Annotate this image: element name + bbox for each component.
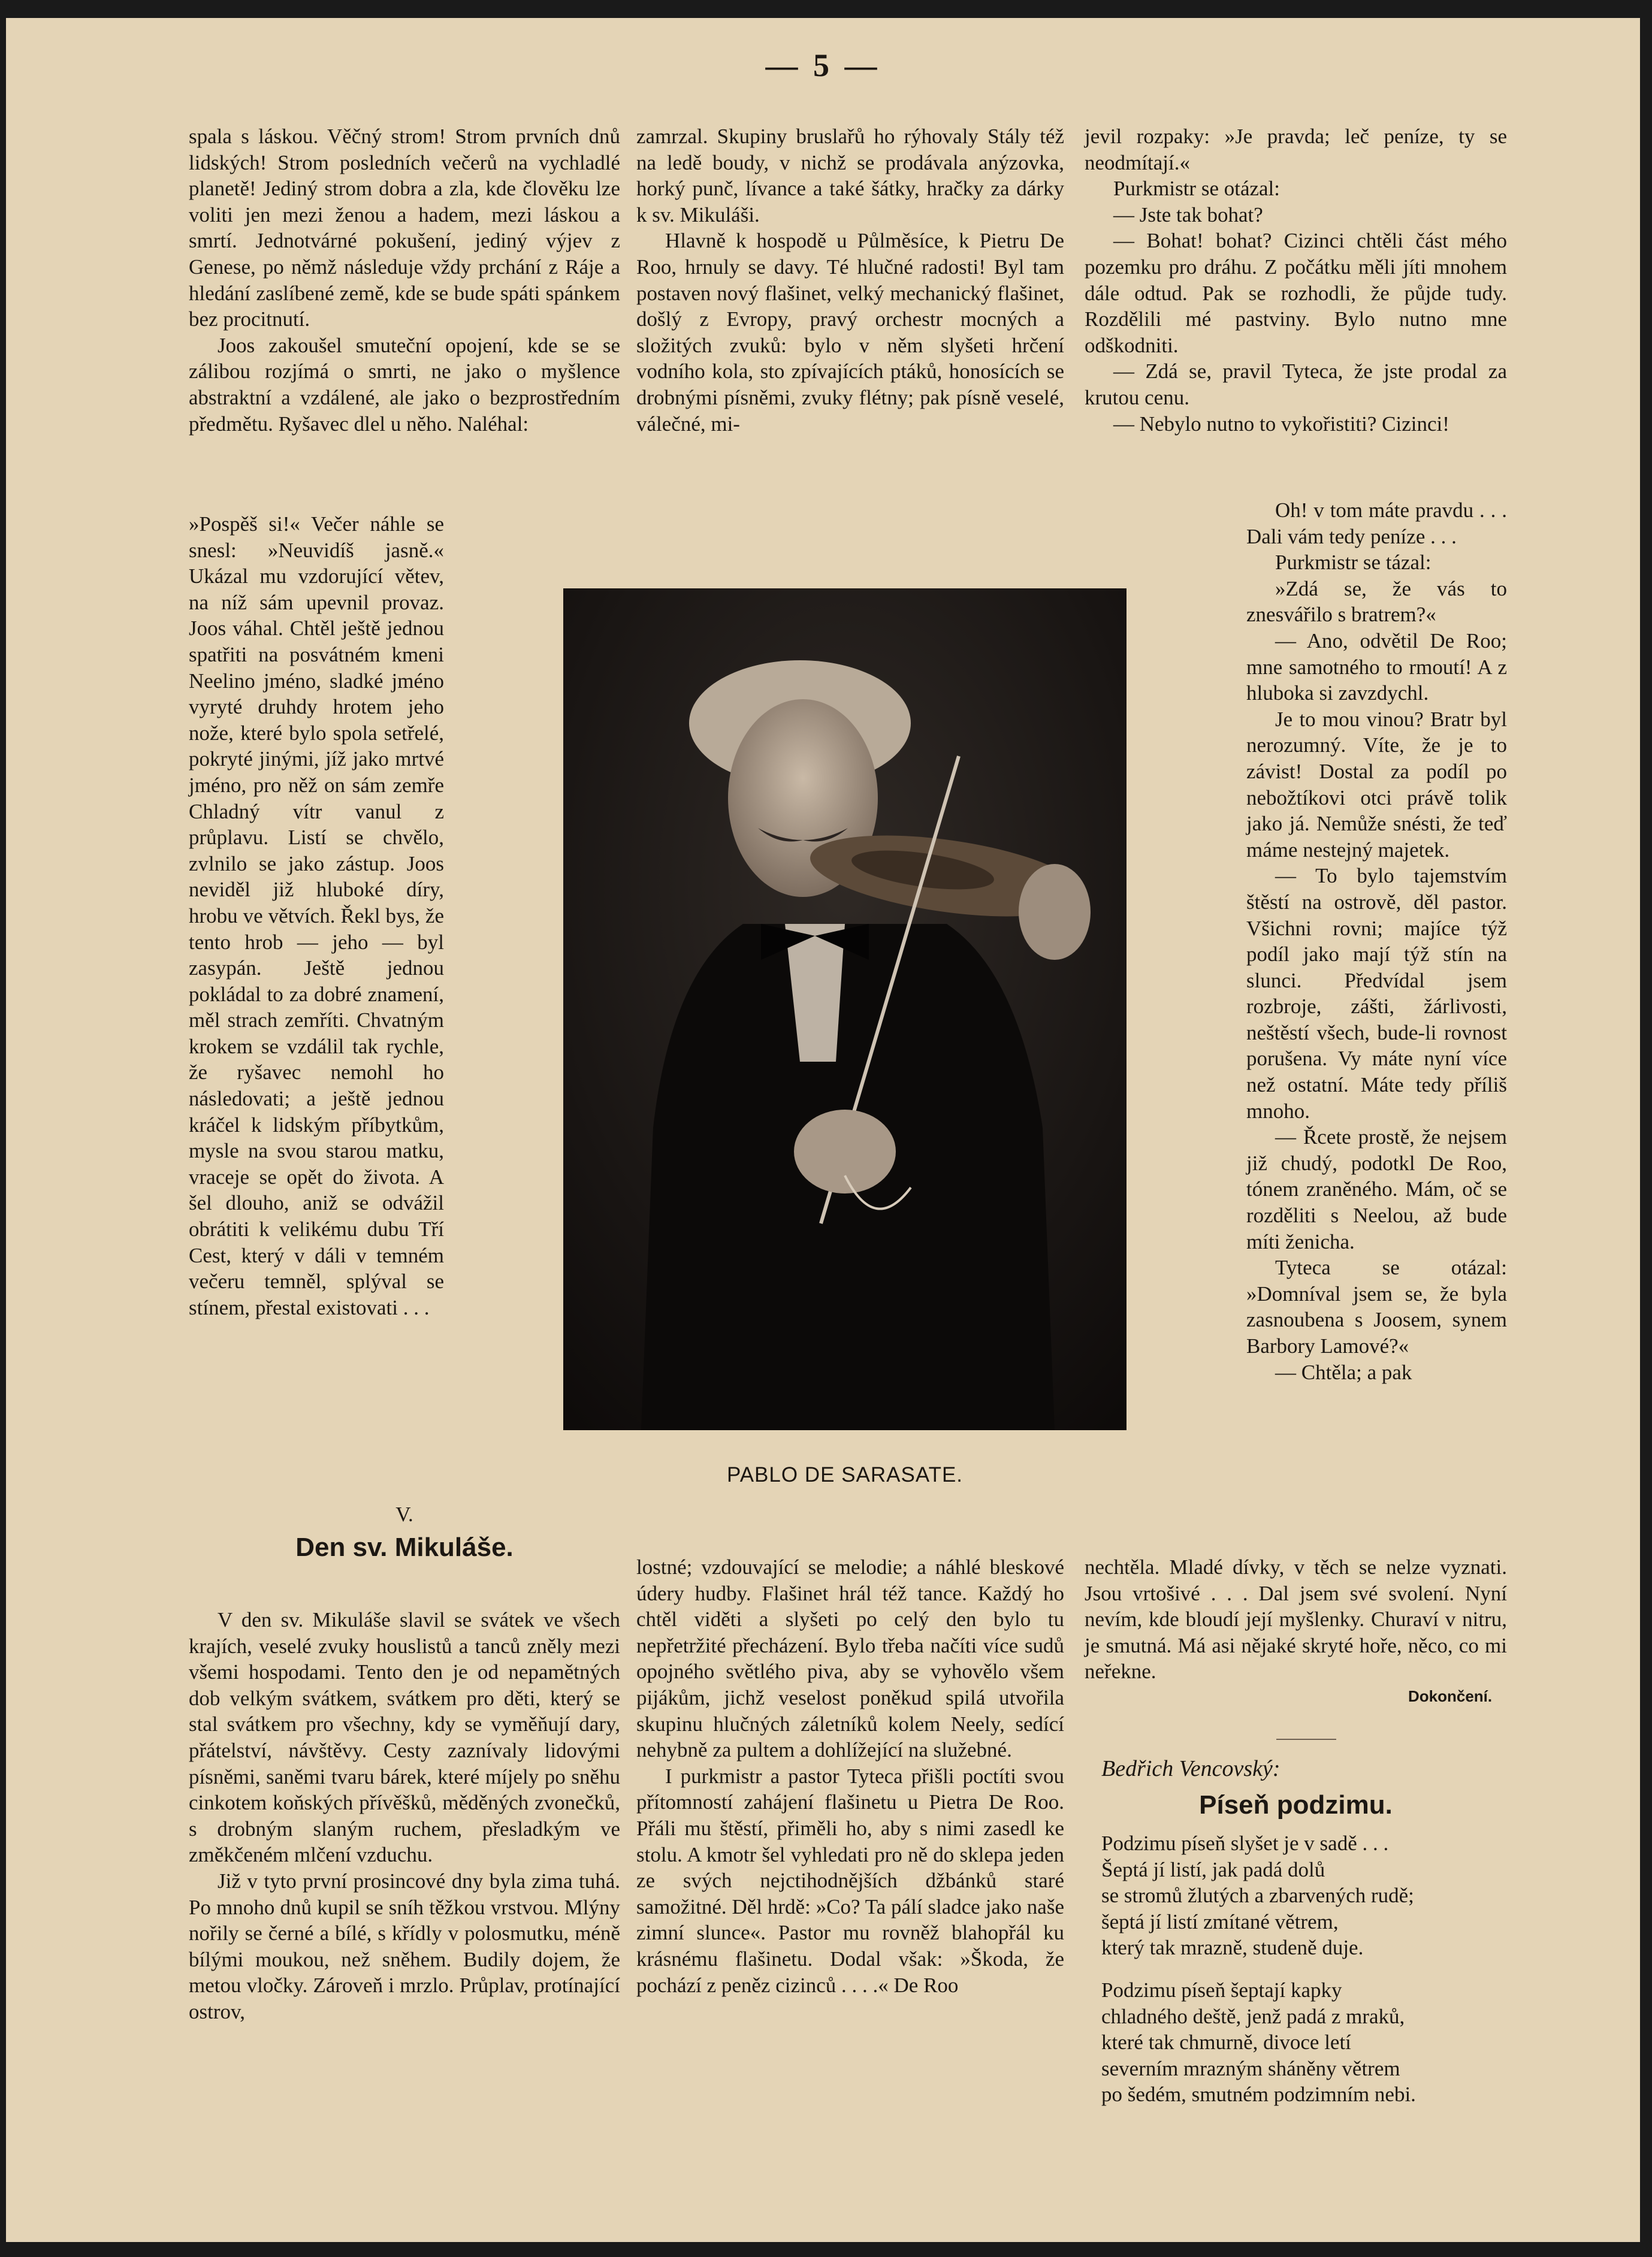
paragraph: spala s láskou. Věčný strom! Strom prvních dnů lidských! Strom posledních večerů na vychladlé planetě! Jediný strom dobra a zla, kde člověku lze voliti jen mezi ženou a hadem, mezi láskou a smrtí. Jednotvárné pokušení, jediný výjev z Genese, po němž následuje vždy prchání z Ráje a hledání zaslíbené země, kde se bude spáti spánkem bez procitnutí. [189,125,620,331]
dialogue-line: — Ano, odvětil De Roo; mne samotného to rmoutí! A z hluboka si zavzdychl. [1246,629,1507,705]
poem-stanza-1 [1101,1830,1521,1961]
poem-line: severním mrazným sháněny větrem [1101,2056,1400,2080]
column-2-upper [636,123,1064,437]
poem-line: šeptá jí listí zmítané větrem, [1101,1909,1339,1933]
poem-line: po šedém, smutném podzimním nebi. [1101,2083,1416,2107]
portrait-photo [563,588,1126,1430]
poem-author: Bedřich Vencovský: [1101,1756,1280,1781]
paragraph: V den sv. Mikuláše slavil se svátek ve všech krajích, veselé zvuky houslistů a tanců zněly mezi všemi hospodami. Tento den je od nepamětných dob velkým svátkem, svátkem pro děti, který se stal svátkem pro všechny, kdy se vyměňují dary, přátelství, návštěvy. Cesty zaznívaly lidovými písněmi, saněmi tvaru bárek, které míjely po sněhu cinkotem koňských přívěšků, měděných zvonečků, s drobným slaným ruchem, přesladkým ve změkčeném mlčení vzduchu. [189,1608,620,1867]
dialogue-line: Je to mou vinou? Bratr byl nerozumný. Víte, že je to závist! Dostal za podíl po nebožtíkovi otci právě tolik jako já. Nemůže snésti, že teď máme nestejný majetek. [1246,707,1507,862]
photo-caption: PABLO DE SARASATE. [726,1463,964,1486]
paragraph: lostné; vzdouvající se melodie; a náhlé bleskové údery hudby. Flašinet hrál též tance. Každý ho chtěl viděti a slyšeti po celý den bylo tu nepřetržité přecházení. Bylo třeba načíti více sudů opojného světlého piva, aby se vyhovělo všem pijákům, jichž veselost poněkud spilá utvořila skupinu hlučných záletníků kolem Neely, sedící nehybně za pultem a dohlížející na služebné. [636,1555,1064,1762]
dialogue-line: — Jste tak bohat? [1113,203,1263,226]
dialogue-line: »Zdá se, že vás to znesvářilo s bratrem?« [1246,576,1507,627]
dialogue-line: Tyteca se otázal: »Domníval jsem se, že byla zasnoubena s Joosem, synem Barbory Lamové?« [1246,1256,1507,1358]
poem-line: chladného deště, jenž padá z mraků, [1101,2004,1405,2028]
dialogue-line: — Zdá se, pravil Tyteca, že jste prodal za krutou cenu. [1085,359,1507,409]
paragraph: Hlavně k hospodě u Půlměsíce, k Pietru De Roo, hrnuly se davy. Té hlučné radosti! Byl tam postaven nový flašinet, velký mechanický flašinet, došlý z Evropy, pravý orchestr mocných a složitých zvuků: bylo v něm slyšeti hrčení vodního kola, sto zpívajících ptáků, honosících se drobnými písněmi, zvuky flétny; pak písně veselé, válečné, mi- [636,229,1064,436]
page-number: — 5 — [765,47,881,83]
poem-line: Podzimu píseň šeptají kapky [1101,1978,1342,2002]
dialogue-line: — Nebylo nutno to vykořistiti? Cizinci! [1113,412,1449,436]
dialogue-line: Purkmistr se otázal: [1113,177,1280,201]
column-3-upper [1085,123,1507,437]
paragraph: nechtěla. Mladé dívky, v těch se nelze vyznati. Jsou vrtošivé . . . Dal jsem své svolení. Nyní nevím, kde bloudí její myšlenky. Churaví v nitru, je smutná. Má asi nějaké skryté hoře, něco, co mi neřekne. [1085,1555,1507,1684]
poem-stanza-2 [1101,1977,1521,2108]
poem-line: které tak chmurně, divoce letí [1101,2031,1351,2054]
chapter-title: Den sv. Mikuláše. [295,1533,514,1562]
violinist-portrait-illustration [563,588,1126,1430]
paragraph: »Pospěš si!« Večer náhle se snesl: »Neuvidíš jasně.« Ukázal mu vzdorující větev, na níž sám upevnil provaz. Joos váhal. Chtěl ještě jednou spatřiti na posvátném kmeni Neelino jméno, sladké jméno vyryté druhdy hrotem jeho nože, které bylo spola setřelé, pokryté jinými, jíž jako mrtvé jméno, pro něž on sám zemře Chladný vítr vanul z průplavu. Listí se chvělo, zvlnilo se jako zástup. Joos neviděl již hluboké díry, hrobu ve větvích. Řekl bys, že tento hrob — jeho — byl zasypán. Ještě jednou pokládal to za dobré znamení, měl strach zemříti. Chvatným krokem se vzdálil tak rychle, že ryšavec nemohl ho následovati; a ještě jednou kráčel k lidským příbytkům, mysle na svou starou matku, vraceje se opět do života. A šel dlouho, aniž se odvážil obrátiti k velikému dubu Tří Cest, který v dáli v temném večeru temněl, splýval se stínem, přestal existovati . . . [189,512,444,1319]
paragraph: jevil rozpaky: »Je pravda; leč peníze, ty se neodmítají.« [1085,125,1507,174]
dialogue-line: — To bylo tajemstvím štěstí na ostrově, děl pastor. Všichni rovni; majíce týž podíl jako mají týž stín na slunci. Předvídal jsem rozbroje, zášti, žárlivosti, neštěstí všech, bude-li rovnost porušena. Vy máte nyní více než ostatní. Máte tedy příliš mnoho. [1246,864,1507,1123]
poem-line: Podzimu píseň slyšet je v sadě . . . [1101,1832,1389,1855]
poem-title: Píseň podzimu. [1199,1790,1393,1820]
dialogue-line: — Řcete prostě, že nejsem již chudý, podotkl De Roo, tónem zraněného. Mám, oč se rozděliti s Neelou, až bude míti ženicha. [1246,1125,1507,1253]
column-1-upper [189,123,620,437]
newspaper-page [6,18,1640,2242]
column-2-lower [636,1554,1064,1998]
poem-line: se stromů žlutých a zbarvených rudě; [1101,1884,1414,1908]
paragraph: Joos zakoušel smuteční opojení, kde se se zálibou rozjímá o smrti, ne jako o myšlence abstraktní a vzdálené, ale jako o bezprostředním předmětu. Ryšavec dlel u něho. Naléhal: [189,333,620,436]
continuation-note: Dokončení. [1408,1687,1493,1705]
column-1-chapter [189,1607,620,2025]
column-1-narrow [189,511,444,1321]
paragraph: I purkmistr a pastor Tyteca přišli poctíti svou přítomností zahájení flašinetu u Pietra De Roo. Přáli mu štěstí, přiměli ho, aby s nimi zasedl ke stolu. A kmotr šel vyhledati pro ně do sklepa jeden ze svých nejctihodnějších džbánků staré samožitné. Děl hrdě: »Co? Ta pálí sladce jako naše zimní slunce«. Pastor mu rovněž blahopřál ku krásnému flašinetu. Dodal však: »Škoda, že pochází z peněz cizinců . . . .« De Roo [636,1764,1064,1997]
column-3-narrow [1246,497,1507,1385]
dialogue-line: — Bohat! bohat? Cizinci chtěli část mého pozemku pro dráhu. Z počátku měli jíti mnohem dále odtud. Pak se rozhodli, že půjde tudy. Rozdělili mé pastviny. Bylo nutno mne odškodniti. [1085,229,1507,357]
paragraph: Již v tyto první prosincové dny byla zima tuhá. Po mnoho dnů kupil se sníh těžkou vrstvou. Mlýny nořily se černé a bílé, s křídly v polosmutku, méně bílými moukou, než sněhem. Budily dojem, že metou vločky. Zároveň i mrzlo. Průplav, protínající ostrov, [189,1869,620,2023]
chapter-number: V. [395,1503,413,1526]
divider [1276,1739,1336,1740]
dialogue-line: Purkmistr se tázal: [1275,551,1431,575]
dialogue-line: — Chtěla; a pak [1275,1360,1412,1384]
paragraph: zamrzal. Skupiny bruslařů ho rýhovaly Stály též na ledě boudy, v nichž se prodávala anýzovka, horký punč, lívance a také šátky, hračky za dárky k sv. Mikuláši. [636,125,1064,226]
poem-line: Šeptá jí listí, jak padá dolů [1101,1857,1325,1881]
poem-line: který tak mrazně, studeně duje. [1101,1936,1364,1960]
dialogue-line: Oh! v tom máte pravdu . . . Dali vám tedy peníze . . . [1246,498,1507,548]
